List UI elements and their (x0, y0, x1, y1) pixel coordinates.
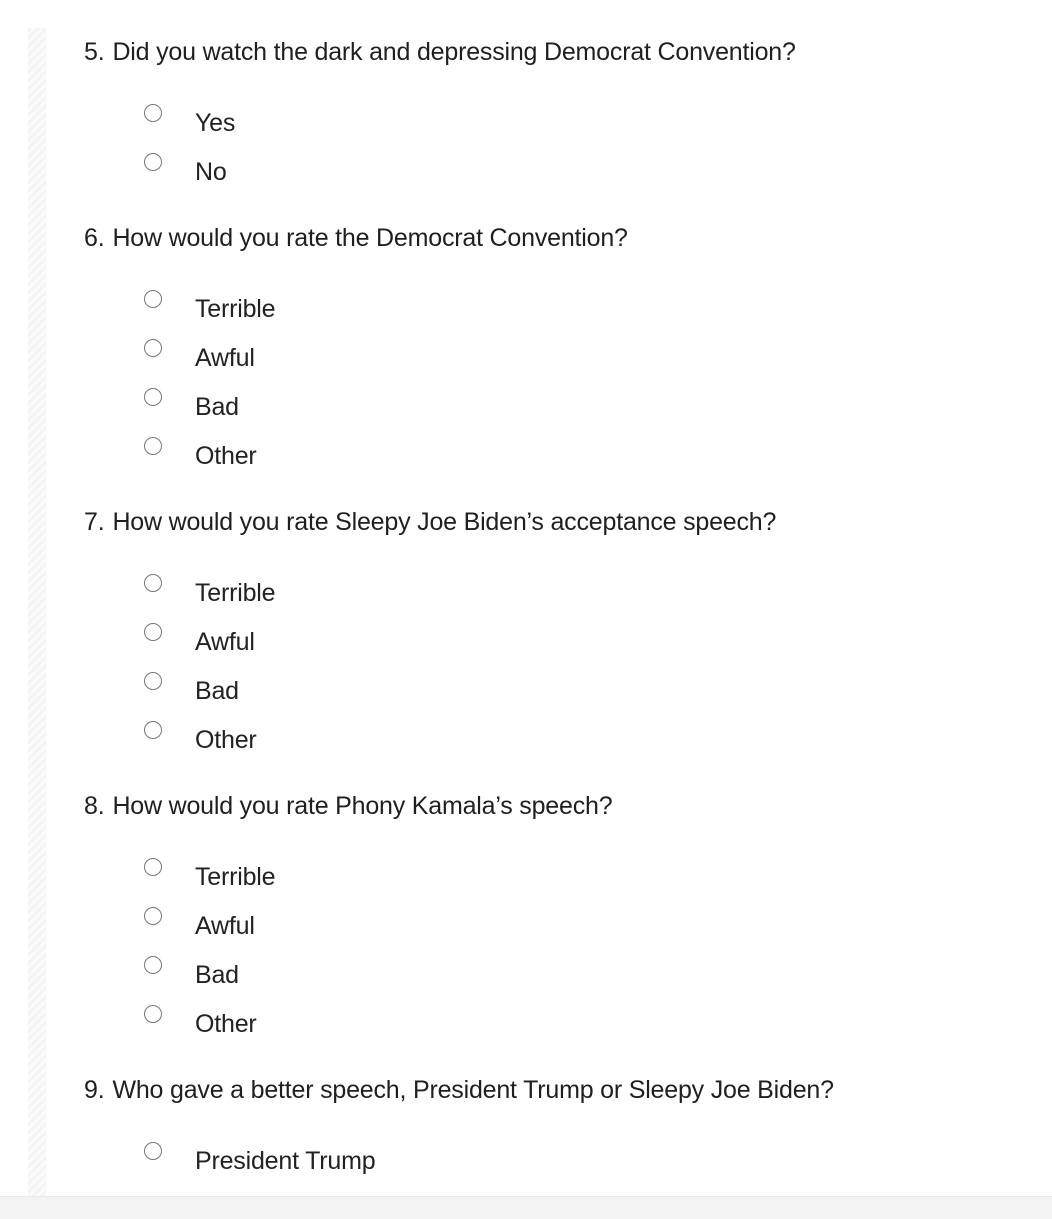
option-awful[interactable] (84, 901, 1024, 950)
question-7 (84, 506, 1024, 764)
option-label[interactable]: Bad (195, 676, 239, 705)
radio-button[interactable] (144, 339, 162, 357)
option-other[interactable] (84, 715, 1024, 764)
radio-button[interactable] (144, 623, 162, 641)
question-number: 5. (84, 38, 105, 66)
radio-button[interactable] (144, 721, 162, 739)
radio-button[interactable] (144, 956, 162, 974)
option-list (84, 284, 1024, 480)
question-5 (84, 36, 1024, 196)
option-awful[interactable] (84, 617, 1024, 666)
question-text: How would you rate the Democrat Convention? (112, 224, 628, 252)
option-yes[interactable] (84, 98, 1024, 147)
question-6 (84, 222, 1024, 480)
question-text: Did you watch the dark and depressing Democrat Convention? (112, 38, 796, 66)
option-bad[interactable] (84, 382, 1024, 431)
radio-button[interactable] (144, 290, 162, 308)
option-label[interactable]: Awful (195, 343, 255, 372)
option-label[interactable]: No (195, 157, 227, 186)
question-title (84, 506, 1024, 538)
question-text: How would you rate Phony Kamala’s speech? (112, 792, 613, 820)
option-list (84, 98, 1024, 196)
option-label[interactable]: Terrible (195, 862, 276, 891)
survey-form (84, 36, 1024, 1186)
option-label[interactable]: Other (195, 441, 257, 470)
option-terrible[interactable] (84, 568, 1024, 617)
question-title (84, 36, 1024, 68)
radio-button[interactable] (144, 1142, 162, 1160)
question-text: How would you rate Sleepy Joe Biden’s acceptance speech? (112, 508, 777, 536)
question-8 (84, 790, 1024, 1048)
radio-button[interactable] (144, 153, 162, 171)
option-president-trump[interactable] (84, 1136, 1024, 1182)
option-list (84, 568, 1024, 764)
question-number: 7. (84, 508, 105, 536)
option-label[interactable]: Yes (195, 108, 236, 137)
option-bad[interactable] (84, 950, 1024, 999)
question-title (84, 1074, 1024, 1106)
option-label[interactable]: Other (195, 725, 257, 754)
radio-button[interactable] (144, 1005, 162, 1023)
question-number: 9. (84, 1076, 105, 1104)
option-label[interactable]: Terrible (195, 294, 276, 323)
option-no[interactable] (84, 147, 1024, 196)
option-other[interactable] (84, 431, 1024, 480)
option-terrible[interactable] (84, 284, 1024, 333)
page-side-strip (28, 28, 46, 1198)
option-list (84, 1136, 1024, 1182)
radio-button[interactable] (144, 388, 162, 406)
option-label[interactable]: President Trump (195, 1146, 376, 1175)
option-label[interactable]: Bad (195, 392, 239, 421)
question-title (84, 790, 1024, 822)
option-label[interactable]: Awful (195, 627, 255, 656)
option-awful[interactable] (84, 333, 1024, 382)
option-bad[interactable] (84, 666, 1024, 715)
option-label[interactable]: Bad (195, 960, 239, 989)
radio-button[interactable] (144, 672, 162, 690)
option-label[interactable]: Other (195, 1009, 257, 1038)
bottom-edge (0, 1196, 1052, 1219)
question-number: 6. (84, 224, 105, 252)
radio-button[interactable] (144, 858, 162, 876)
question-9 (84, 1074, 1024, 1182)
question-title (84, 222, 1024, 254)
radio-button[interactable] (144, 574, 162, 592)
question-number: 8. (84, 792, 105, 820)
option-terrible[interactable] (84, 852, 1024, 901)
radio-button[interactable] (144, 104, 162, 122)
question-text: Who gave a better speech, President Trump or Sleepy Joe Biden? (112, 1076, 834, 1104)
option-label[interactable]: Awful (195, 911, 255, 940)
radio-button[interactable] (144, 437, 162, 455)
radio-button[interactable] (144, 907, 162, 925)
option-list (84, 852, 1024, 1048)
option-label[interactable]: Terrible (195, 578, 276, 607)
option-other[interactable] (84, 999, 1024, 1048)
